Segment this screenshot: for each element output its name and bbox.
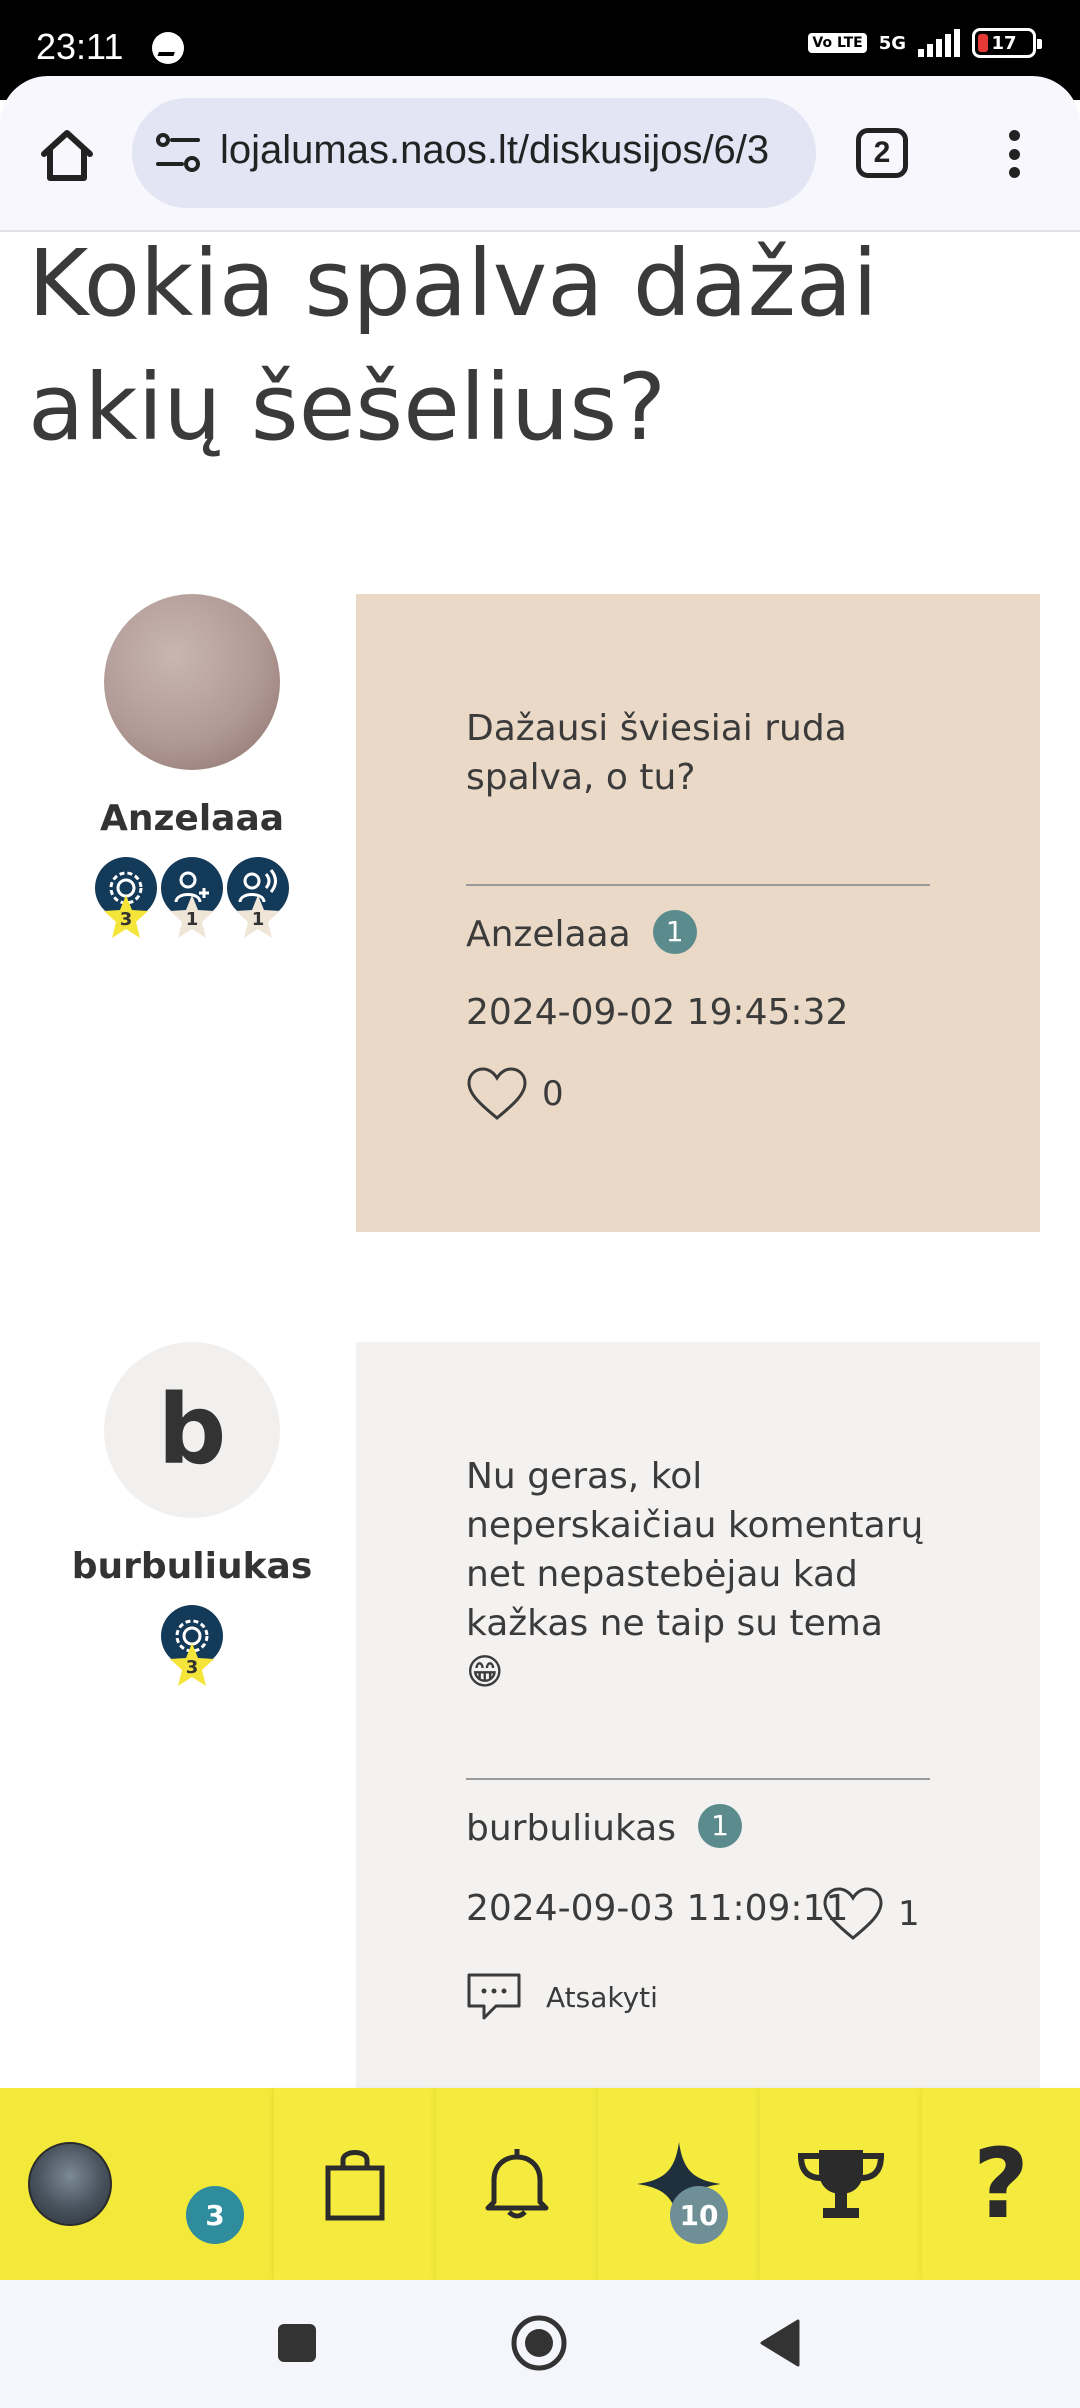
status-indicators: [808, 28, 1036, 58]
post-author: [32, 594, 352, 947]
user-avatar[interactable]: [28, 2142, 112, 2226]
like-control[interactable]: [822, 1886, 920, 1942]
post-date: 2024-09-02 19:45:32: [466, 992, 849, 1033]
signal-icon: [918, 29, 960, 57]
address-bar[interactable]: [132, 98, 816, 208]
battery-level: 17: [991, 32, 1017, 54]
post-body: Nu geras, kol neperskaičiau komentarų net nepastebėjau kad kažkas ne taip su tema 😁: [466, 1456, 924, 1693]
back-button[interactable]: [758, 2318, 800, 2372]
square-icon: [276, 2322, 318, 2364]
volte-indicator: Vo LTE: [808, 33, 866, 53]
post-meta-author: [466, 1808, 742, 1852]
post-date: 2024-09-03 11:09:11: [466, 1888, 849, 1929]
bell-icon: [482, 2146, 552, 2222]
like-control[interactable]: [466, 1066, 564, 1122]
badge-rosette: [159, 1605, 225, 1695]
nav-help[interactable]: [922, 2088, 1080, 2280]
nav-points[interactable]: [598, 2088, 760, 2280]
home-icon: [36, 124, 98, 186]
badge-count: 3: [185, 1657, 199, 1678]
post-meta-author: [466, 914, 697, 958]
app-bottom-nav: [0, 2088, 1080, 2280]
recents-button[interactable]: [276, 2322, 318, 2368]
shopping-bag-icon: [323, 2146, 387, 2222]
dot-icon: [1009, 149, 1020, 160]
post-author: [32, 1342, 352, 1695]
meta-author-name[interactable]: Anzelaaa: [466, 914, 631, 955]
badge-rosette: [93, 857, 159, 947]
dot-icon: [1009, 167, 1020, 178]
help-icon: ?: [973, 2128, 1029, 2240]
nav-profile[interactable]: [0, 2088, 272, 2280]
network-type: 5G: [878, 32, 906, 54]
comment-icon: [466, 1972, 522, 2022]
meta-count-badge: 1: [653, 910, 697, 954]
author-name[interactable]: Anzelaaa: [99, 798, 285, 839]
badge-count: 3: [119, 909, 133, 930]
reply-button[interactable]: [466, 1972, 658, 2022]
divider: [466, 1778, 930, 1780]
url-text[interactable]: lojalumas.naos.lt/diskusijos/6/3: [220, 128, 770, 172]
nav-rewards[interactable]: [760, 2088, 922, 2280]
dot-icon: [1009, 130, 1020, 141]
browser-menu-button[interactable]: [996, 124, 1032, 184]
back-triangle-icon: [758, 2318, 800, 2368]
heart-icon[interactable]: [822, 1886, 884, 1942]
badge-speaker: [225, 857, 291, 947]
author-name[interactable]: burbuliukas: [71, 1546, 313, 1587]
badge-list: [32, 1605, 352, 1695]
badge-list: [32, 857, 352, 947]
reply-label: Atsakyti: [546, 1980, 658, 2014]
status-time: 23:11: [36, 26, 124, 67]
trophy-icon: [795, 2146, 887, 2222]
post-body: Dažausi šviesiai ruda spalva, o tu?: [466, 708, 847, 798]
page-title: Kokia spalva dažai akių šešelius?: [28, 230, 878, 461]
home-system-button[interactable]: [510, 2314, 568, 2376]
home-button[interactable]: [36, 124, 98, 186]
notifications-count-badge: 3: [186, 2186, 244, 2244]
battery-icon: [972, 28, 1036, 58]
badge-add-friend: [159, 857, 225, 947]
tab-switcher-button[interactable]: 2: [856, 128, 908, 178]
like-count: 0: [542, 1074, 564, 1114]
like-count: 1: [898, 1894, 920, 1934]
nav-shop[interactable]: [274, 2088, 436, 2280]
avatar[interactable]: [104, 594, 280, 770]
points-count-badge: 10: [670, 2186, 728, 2244]
badge-count: 1: [185, 909, 199, 930]
meta-count-badge: 1: [698, 1804, 742, 1848]
heart-icon[interactable]: [466, 1066, 528, 1122]
nav-notifications[interactable]: [436, 2088, 598, 2280]
post-card: [356, 594, 1040, 1232]
avatar[interactable]: b: [104, 1342, 280, 1518]
meta-author-name[interactable]: burbuliukas: [466, 1808, 676, 1849]
site-settings-icon[interactable]: [154, 130, 202, 176]
divider: [466, 884, 930, 886]
badge-count: 1: [251, 909, 265, 930]
post-card: [356, 1342, 1040, 2102]
circle-home-icon: [510, 2314, 568, 2372]
browser-toolbar: [0, 76, 1080, 232]
messenger-icon: [152, 32, 184, 64]
system-nav-bar: [0, 2280, 1080, 2408]
